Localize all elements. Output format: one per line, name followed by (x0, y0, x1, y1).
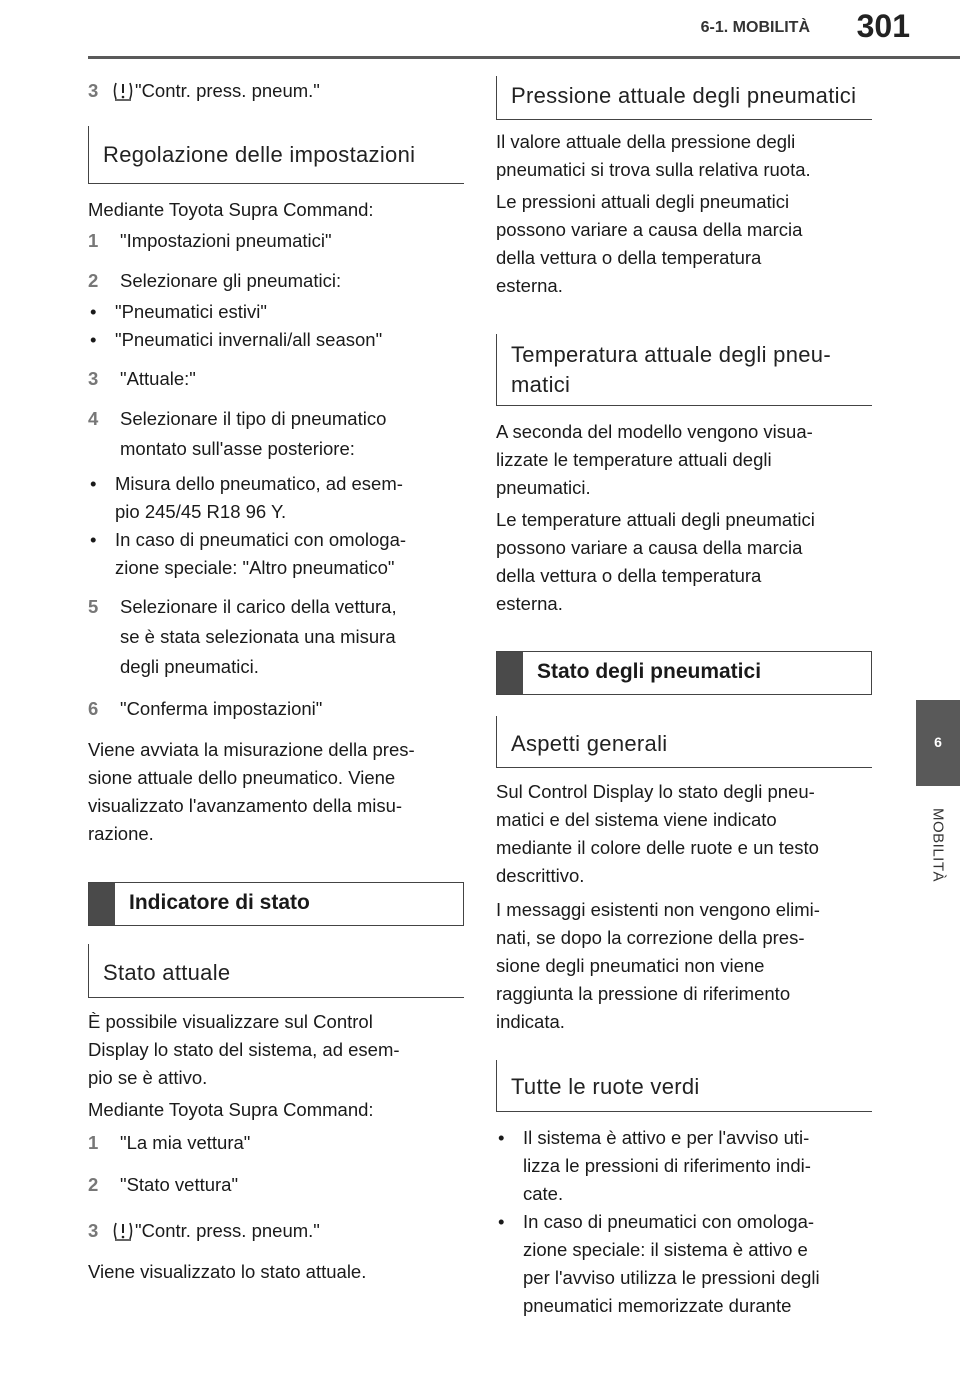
list-text: pio 245/45 R18 96 Y. (115, 501, 287, 522)
step-text: montato sull'asse posteriore: (120, 438, 355, 459)
step-text: "Contr. press. pneum." (135, 80, 320, 101)
chapter-side-tab (916, 700, 960, 786)
step-text: Selezionare il tipo di pneumatico (120, 408, 387, 429)
paragraph-line: I messaggi esistenti non vengono elimi- (496, 899, 820, 920)
chapter-side-label: MOBILITÀ (929, 807, 947, 883)
section-heading-label: Stato degli pneumatici (537, 660, 762, 683)
paragraph-line: A seconda del modello vengono visua- (496, 421, 813, 442)
heading-stato-attuale: Stato attuale (88, 944, 464, 998)
heading-pressione: Pressione attuale degli pneumatici (496, 76, 872, 120)
heading-aspetti-generali: Aspetti generali (496, 716, 872, 768)
paragraph-line: pneumatici. (496, 477, 591, 498)
heading-line-2: matici (511, 372, 571, 397)
paragraph-line: pio se è attivo. (88, 1067, 208, 1088)
step-text: se è stata selezionata una misura (120, 626, 396, 647)
heading-temperatura (496, 334, 872, 406)
step-number: 5 (88, 596, 99, 617)
step-text: Selezionare il carico della vettura, (120, 596, 397, 617)
tire-pressure-warning-icon (112, 1221, 132, 1239)
header-rule (88, 56, 960, 59)
list-text: lizza le pressioni di riferimento indi- (523, 1155, 811, 1176)
paragraph-line: indicata. (496, 1011, 565, 1032)
tire-pressure-warning-icon (112, 81, 132, 99)
paragraph: Mediante Toyota Supra Command: (88, 1099, 374, 1120)
bullet: • (90, 529, 97, 550)
step-text: "Stato vettura" (120, 1174, 239, 1195)
paragraph-line: descrittivo. (496, 865, 585, 886)
section-heading-label: Indicatore di stato (129, 891, 310, 914)
paragraph-line: Le temperature attuali degli pneumatici (496, 509, 815, 530)
section-heading-stato-pneumatici (496, 651, 872, 695)
chapter-tab-number: 6 (934, 734, 942, 750)
paragraph-line: matici e del sistema viene indicato (496, 809, 777, 830)
step-text: "Impostazioni pneumatici" (120, 230, 332, 251)
step-number: 6 (88, 698, 99, 719)
paragraph-line: È possibile visualizzare sul Control (88, 1011, 373, 1032)
paragraph-line: lizzate le temperature attuali degli (496, 449, 772, 470)
step-text: "Attuale:" (120, 368, 196, 389)
page-number: 301 (856, 8, 910, 44)
list-text: Il sistema è attivo e per l'avviso uti- (523, 1127, 810, 1148)
paragraph-line: raggiunta la pressione di riferimento (496, 983, 791, 1004)
paragraph: Mediante Toyota Supra Command: (88, 199, 374, 220)
paragraph-line: sione attuale dello pneumatico. Viene (88, 767, 396, 788)
list-text: per l'avviso utilizza le pressioni degli (523, 1267, 820, 1288)
step-number: 4 (88, 408, 99, 429)
paragraph-line: sione degli pneumatici non viene (496, 955, 765, 976)
paragraph-line: visualizzato l'avanzamento della misu- (88, 795, 403, 816)
paragraph-line: possono variare a causa della marcia (496, 537, 803, 558)
paragraph-line: razione. (88, 823, 154, 844)
list-text: cate. (523, 1183, 564, 1204)
step-number: 3 (88, 80, 99, 101)
paragraph-line: mediante il colore delle ruote e un testo (496, 837, 819, 858)
section-heading-indicatore (88, 882, 464, 926)
paragraph-line: esterna. (496, 275, 563, 296)
step-text: "Contr. press. pneum." (135, 1220, 320, 1241)
bullet: • (90, 329, 97, 350)
step-text: "Conferma impostazioni" (120, 698, 323, 719)
step-number: 3 (88, 368, 99, 389)
step-text: Selezionare gli pneumatici: (120, 270, 342, 291)
list-text: Misura dello pneumatico, ad esem- (115, 473, 403, 494)
list-text: "Pneumatici estivi" (115, 301, 267, 322)
step-number: 2 (88, 270, 99, 291)
list-text: In caso di pneumatici con omologa- (523, 1211, 815, 1232)
list-text: zione speciale: "Altro pneumatico" (115, 557, 395, 578)
paragraph-line: Il valore attuale della pressione degli (496, 131, 796, 152)
paragraph-line: possono variare a causa della marcia (496, 219, 803, 240)
step-text: "La mia vettura" (120, 1132, 251, 1153)
paragraph-line: Sul Control Display lo stato degli pneu- (496, 781, 815, 802)
heading-tutte-ruote-verdi: Tutte le ruote verdi (496, 1060, 872, 1112)
bullet: • (90, 301, 97, 322)
paragraph-line: Le pressioni attuali degli pneumatici (496, 191, 790, 212)
paragraph-line: nati, se dopo la correzione della pres- (496, 927, 805, 948)
heading-bar (497, 652, 523, 694)
step-number: 3 (88, 1220, 99, 1241)
paragraph-line: della vettura o della temperatura (496, 247, 762, 268)
step-number: 1 (88, 230, 99, 251)
heading-regolazione: Regolazione delle impostazioni (88, 126, 464, 184)
list-text: In caso di pneumatici con omologa- (115, 529, 407, 550)
paragraph-line: della vettura o della temperatura (496, 565, 762, 586)
heading-bar (89, 883, 115, 925)
list-text: "Pneumatici invernali/all season" (115, 329, 383, 350)
bullet: • (498, 1127, 505, 1148)
heading-line-1: Temperatura attuale degli pneu- (511, 342, 831, 367)
step-text: degli pneumatici. (120, 656, 259, 677)
paragraph-line: Viene avviata la misurazione della pres- (88, 739, 415, 760)
bullet: • (90, 473, 97, 494)
bullet: • (498, 1211, 505, 1232)
chapter-title: 6-1. MOBILITÀ (700, 19, 810, 36)
step-number: 1 (88, 1132, 99, 1153)
paragraph-line: esterna. (496, 593, 563, 614)
paragraph: Viene visualizzato lo stato attuale. (88, 1261, 367, 1282)
paragraph-line: pneumatici si trova sulla relativa ruota. (496, 159, 811, 180)
list-text: zione speciale: il sistema è attivo e (523, 1239, 808, 1260)
list-text: pneumatici memorizzate durante (523, 1295, 792, 1316)
paragraph-line: Display lo stato del sistema, ad esem- (88, 1039, 400, 1060)
step-number: 2 (88, 1174, 99, 1195)
